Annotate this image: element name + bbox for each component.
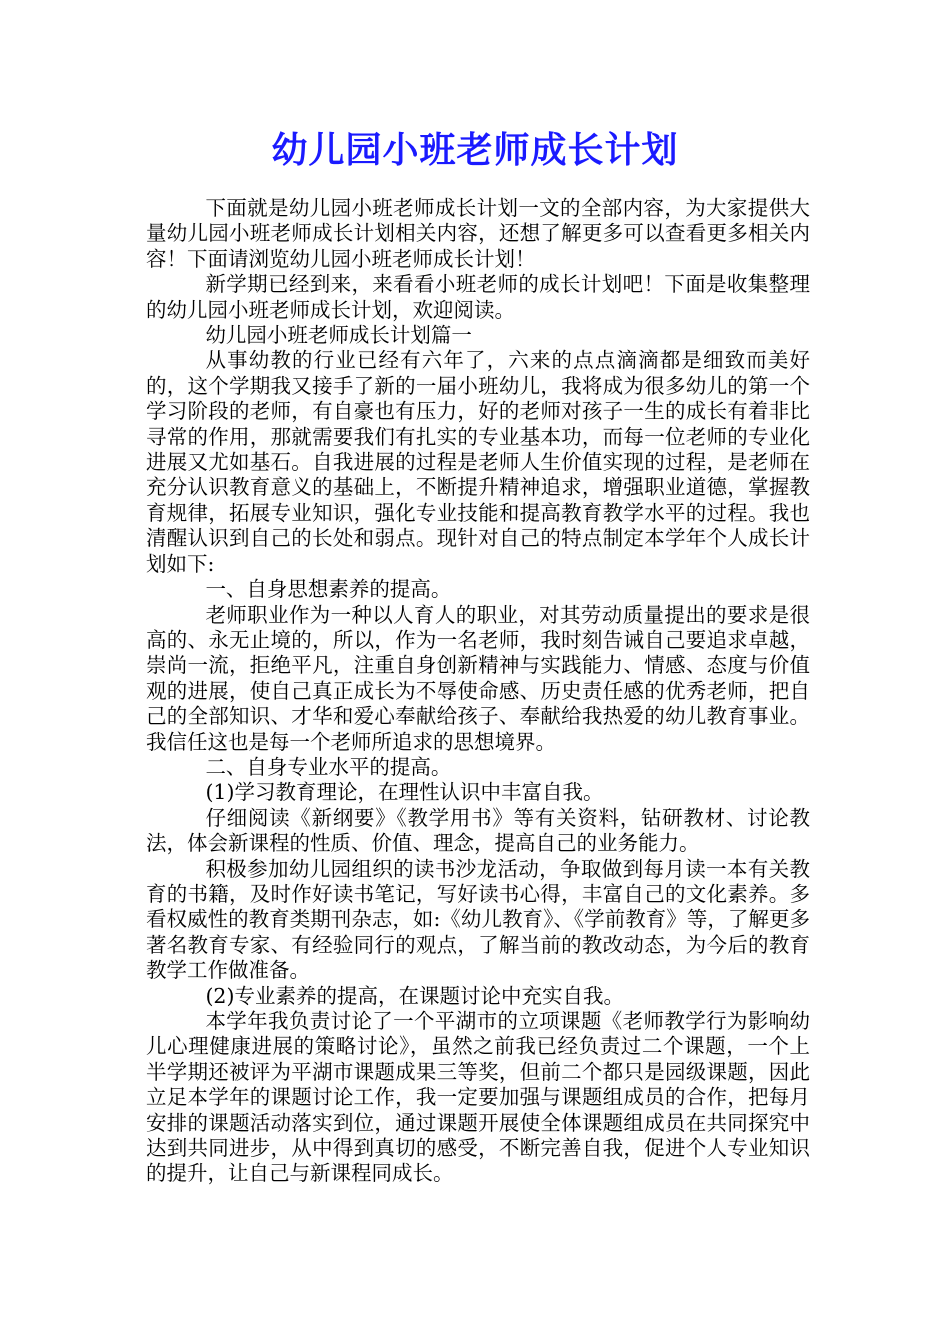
sub-heading: (2)专业素养的提高，在课题讨论中充实自我。 [205, 983, 624, 1008]
section-heading: 一、自身思想素养的提高。 [205, 577, 452, 602]
document-title: 幼儿园小班老师成长计划 [271, 130, 679, 171]
sub-heading: (1)学习教育理论，在理性认识中丰富自我。 [205, 780, 604, 805]
intro-paragraph: 下面就是幼儿园小班老师成长计划一文的全部内容，为大家提供大量幼儿园小班老师成长计划相关内容，还想了解更多可以查看更多相关内容！下面请浏览幼儿园小班老师成长计划！ [146, 196, 810, 271]
document-body [146, 196, 810, 1187]
body-paragraph: 本学年我负责讨论了一个平湖市的立项课题《老师教学行为影响幼儿心理健康进展的策略讨论》，虽然之前我已经负责过二个课题，一个上半学期还被评为平湖市课题成果三等奖，但前二个都只是园级课题，因此立足本学年的课题讨论工作，我一定要加强与课题组成员的合作，把每月安排的课题活动落实到位，通过课题开展使全体课题组成员在共同探究中达到共同进步，从中得到真切的感受，不断完善自我，促进个人专业知识的提升，让自己与新课程同成长。 [146, 1009, 810, 1186]
intro-paragraph-2: 新学期已经到来，来看看小班老师的成长计划吧！下面是收集整理的幼儿园小班老师成长计划，欢迎阅读。 [146, 272, 810, 322]
section-heading: 幼儿园小班老师成长计划篇一 [205, 323, 472, 348]
body-paragraph: 老师职业作为一种以人育人的职业，对其劳动质量提出的要求是很高的、永无止境的，所以，作为一名老师，我时刻告诫自己要追求卓越，崇尚一流，拒绝平凡，注重自身创新精神与实践能力、情感、态度与价值观的进展，使自己真正成长为不辱使命感、历史责任感的优秀老师，把自己的全部知识、才华和爱心奉献给孩子、奉献给我热爱的幼儿教育事业。我信任这也是每一个老师所追求的思想境界。 [146, 602, 810, 754]
body-paragraph: 仔细阅读《新纲要》《教学用书》等有关资料，钻研教材、讨论教法，体会新课程的性质、价值、理念，提高自己的业务能力。 [146, 805, 810, 856]
section-heading: 二、自身专业水平的提高。 [205, 754, 452, 779]
body-paragraph: 积极参加幼儿园组织的读书沙龙活动，争取做到每月读一本有关教育的书籍，及时作好读书笔记，写好读书心得，丰富自己的文化素养。多看权威性的教育类期刊杂志，如:《幼儿教育》、《学前教育》等，了解更多著名教育专家、有经验同行的观点，了解当前的教改动态，为今后的教育教学工作做准备。 [146, 856, 810, 983]
body-paragraph: 从事幼教的行业已经有六年了，六来的点点滴滴都是细致而美好的，这个学期我又接手了新的一届小班幼儿，我将成为很多幼儿的第一个学习阶段的老师，有自豪也有压力，好的老师对孩子一生的成长有着非比寻常的作用，那就需要我们有扎实的专业基本功，而每一位老师的专业化进展又尤如基石。自我进展的过程是老师人生价值实现的过程，是老师在充分认识教育意义的基础上，不断提升精神追求，增强职业道德，掌握教育规律，拓展专业知识，强化专业技能和提高教育教学水平的过程。我也清醒认识到自己的长处和弱点。现针对自己的特点制定本学年个人成长计划如下: [146, 348, 810, 576]
